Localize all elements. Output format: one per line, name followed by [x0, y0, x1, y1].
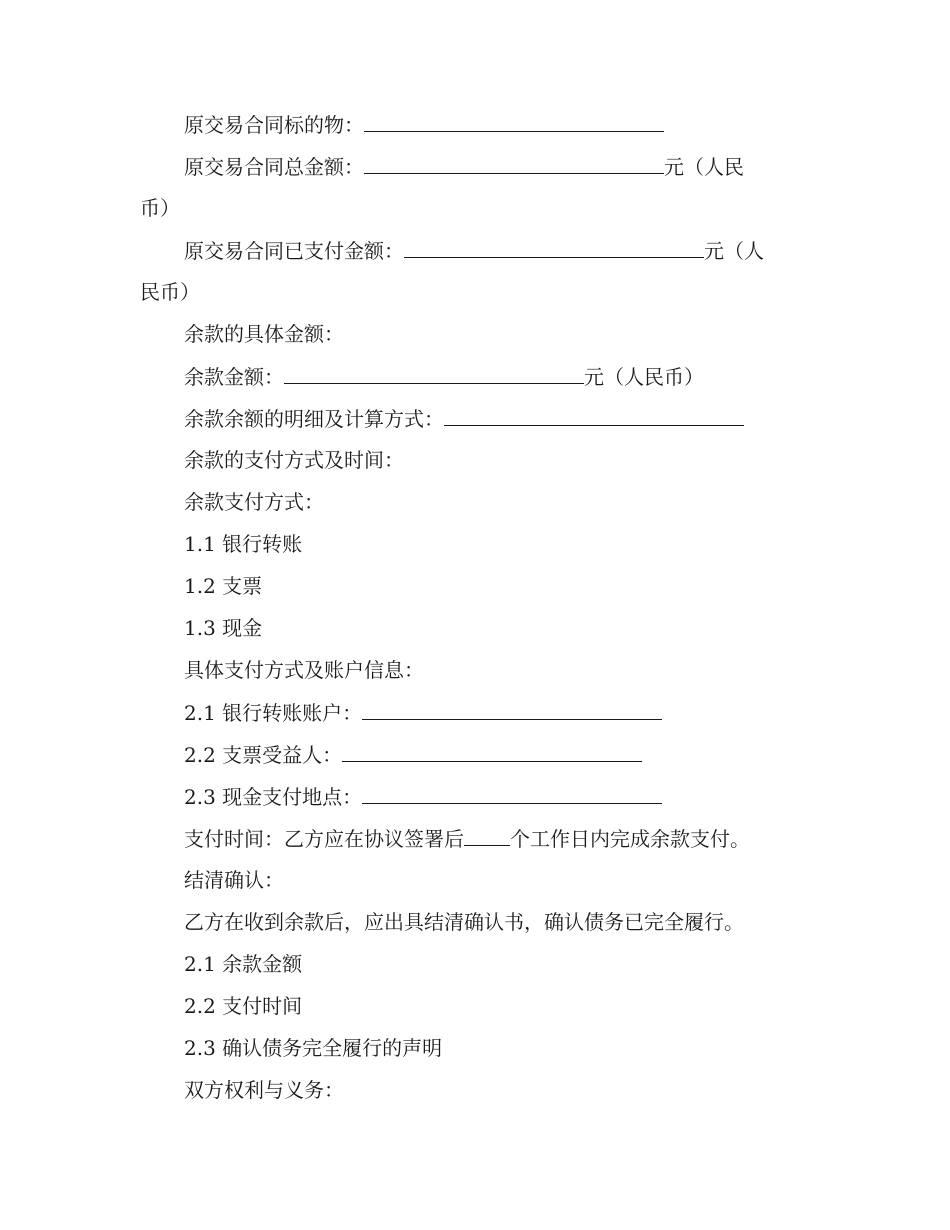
total-amount-blank[interactable]	[364, 153, 664, 174]
balance-amount-unit: 元（人民币）	[584, 365, 704, 389]
cash-location-line	[184, 783, 662, 809]
paid-amount-unit-cont: 民币）	[140, 280, 200, 304]
payment-time-line	[184, 825, 750, 851]
cheque-payee-line	[184, 741, 642, 767]
subject-matter-line	[184, 111, 664, 137]
balance-amount-line	[184, 363, 704, 389]
settlement-paragraph: 乙方在收到余款后，应出具结清确认书，确认债务已完全履行。	[184, 910, 744, 934]
paid-amount-line	[184, 237, 764, 263]
total-amount-unit-cont: 币）	[140, 196, 180, 220]
bank-account-label: 2.1 银行转账账户：	[184, 701, 363, 725]
bank-account-blank[interactable]	[362, 699, 662, 720]
account-info-heading: 具体支付方式及账户信息：	[184, 658, 424, 682]
total-amount-label: 原交易合同总金额：	[184, 155, 364, 179]
paid-amount-unit: 元（人	[704, 239, 764, 263]
paid-amount-label: 原交易合同已支付金额：	[184, 239, 404, 263]
payment-method-time-heading: 余款的支付方式及时间：	[184, 448, 404, 472]
cash-location-label: 2.3 现金支付地点：	[184, 785, 363, 809]
balance-heading: 余款的具体金额：	[184, 322, 344, 346]
payment-time-text-b: 个工作日内完成余款支付。	[510, 827, 750, 851]
cheque-payee-blank[interactable]	[342, 741, 642, 762]
payment-method-heading: 余款支付方式：	[184, 490, 324, 514]
working-days-blank[interactable]	[464, 825, 510, 846]
payment-time-text-a: 支付时间：乙方应在协议签署后	[184, 827, 464, 851]
paid-amount-line-cont	[140, 279, 200, 305]
rights-obligations-heading: 双方权利与义务：	[184, 1078, 344, 1102]
option-bank-transfer: 1.1 银行转账	[184, 532, 303, 556]
balance-detail-line	[184, 405, 744, 431]
balance-detail-blank[interactable]	[444, 405, 744, 426]
total-amount-unit: 元（人民	[664, 155, 744, 179]
option-cash: 1.3 现金	[184, 616, 263, 640]
subject-matter-label: 原交易合同标的物：	[184, 113, 364, 137]
cash-location-blank[interactable]	[362, 783, 662, 804]
settlement-item-amount: 2.1 余款金额	[184, 952, 303, 976]
cheque-payee-label: 2.2 支票受益人：	[184, 743, 343, 767]
balance-amount-blank[interactable]	[284, 363, 584, 384]
bank-account-line	[184, 699, 662, 725]
settlement-item-time: 2.2 支付时间	[184, 994, 303, 1018]
subject-matter-blank[interactable]	[364, 111, 664, 132]
balance-detail-label: 余款余额的明细及计算方式：	[184, 407, 444, 431]
option-cheque: 1.2 支票	[184, 574, 263, 598]
settlement-heading: 结清确认：	[184, 868, 284, 892]
paid-amount-blank[interactable]	[404, 237, 704, 258]
total-amount-line	[184, 153, 744, 179]
balance-amount-label: 余款金额：	[184, 365, 284, 389]
total-amount-line-cont	[140, 195, 180, 221]
settlement-item-statement: 2.3 确认债务完全履行的声明	[184, 1036, 443, 1060]
